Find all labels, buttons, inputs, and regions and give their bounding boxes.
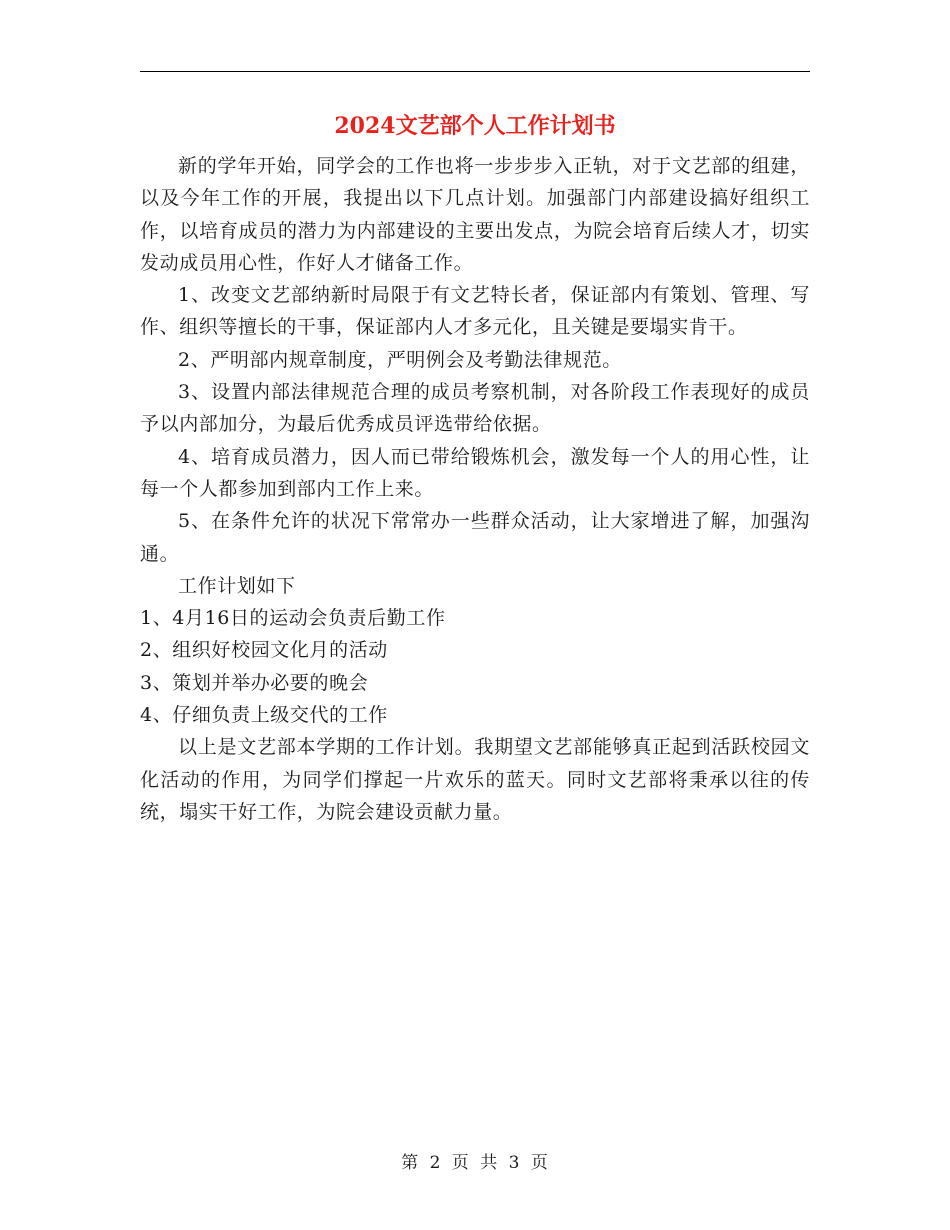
- footer-page-label: 页: [451, 1153, 470, 1173]
- paragraph-item-3: 3、设置内部法律规范合理的成员考察机制，对各阶段工作表现好的成员予以内部加分，为最后优秀成员评选带给依据。: [140, 381, 810, 436]
- header-rule: [140, 71, 810, 72]
- plan-item-1: 1、4月16日的运动会负责后勤工作: [140, 607, 446, 630]
- page-footer: [140, 1150, 810, 1176]
- paragraph-item-5: 5、在条件允许的状况下常常办一些群众活动，让大家增进了解，加强沟通。: [140, 510, 810, 565]
- footer-current-page: 2: [429, 1153, 442, 1173]
- plan-heading: 工作计划如下: [178, 574, 296, 597]
- plan-item-2: 2、组织好校园文化月的活动: [140, 639, 388, 662]
- document-body: [140, 150, 810, 828]
- footer-total-label: 共: [480, 1153, 499, 1173]
- paragraph-item-4: 4、培育成员潜力，因人而已带给锻炼机会，激发每一个人的用心性，让每一个人都参加到部内工作上来。: [140, 445, 810, 500]
- footer-total-pages: 3: [508, 1153, 521, 1173]
- paragraph-intro: 新的学年开始，同学会的工作也将一步步步入正轨，对于文艺部的组建，以及今年工作的开展，我提出以下几点计划。加强部门内部建设搞好组织工作，以培育成员的潜力为内部建设的主要出发点，为院会培育后续人才，切实发动成员用心性，作好人才储备工作。: [140, 155, 810, 274]
- plan-item-3: 3、策划并举办必要的晚会: [140, 671, 369, 694]
- paragraph-conclusion: 以上是文艺部本学期的工作计划。我期望文艺部能够真正起到活跃校园文化活动的作用，为同学们撑起一片欢乐的蓝天。同时文艺部将秉承以往的传统，塌实干好工作，为院会建设贡献力量。: [140, 736, 810, 823]
- footer-prefix: 第: [401, 1153, 420, 1173]
- document-title: 2024文艺部个人工作计划书: [334, 113, 616, 139]
- footer-suffix: 页: [530, 1153, 549, 1173]
- plan-item-4: 4、仔细负责上级交代的工作: [140, 704, 388, 727]
- paragraph-item-1: 1、改变文艺部纳新时局限于有文艺特长者，保证部内有策划、管理、写作、组织等擅长的干事，保证部内人才多元化，且关键是要塌实肯干。: [140, 284, 810, 339]
- paragraph-item-2: 2、严明部内规章制度，严明例会及考勤法律规范。: [178, 348, 622, 371]
